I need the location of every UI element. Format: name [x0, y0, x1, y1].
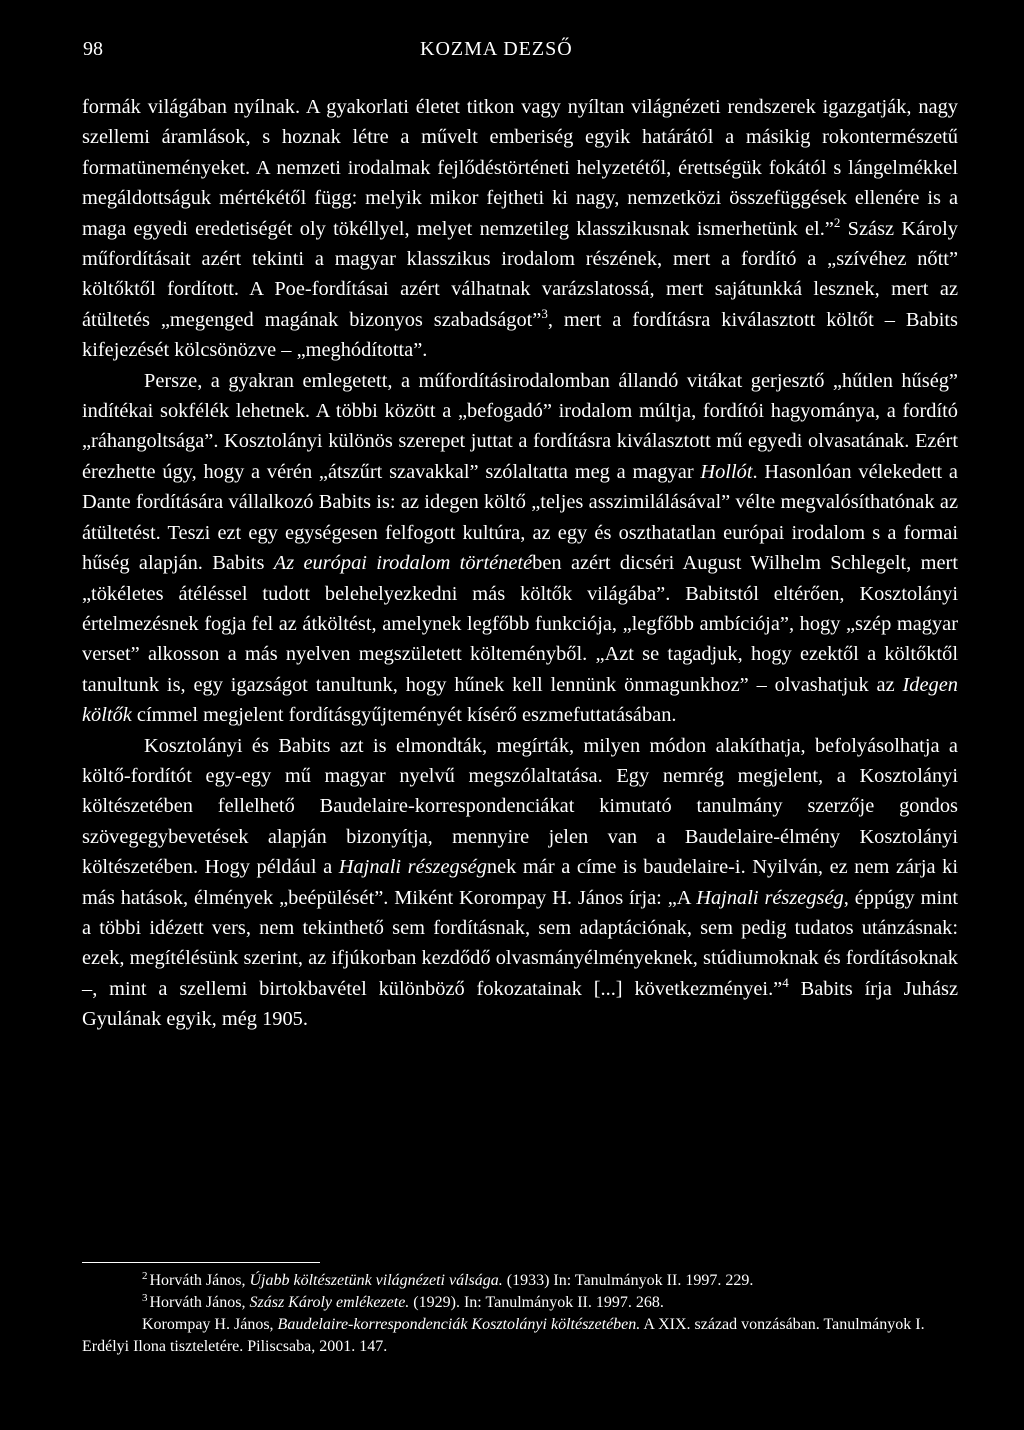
title-az-europai-irodalom-tortenete: Az európai irodalom történeté: [273, 552, 533, 575]
page-header: [0, 30, 1024, 66]
footnote-ref-3: 3: [541, 306, 548, 322]
title-idegen-koltok: Idegen költők: [82, 673, 958, 727]
footnote-3: $^3$ Horváth János, Szász Károly emlékezete. (1929). In: Tanulmányok II. 1997. 268.: [142, 1291, 664, 1311]
footnote-divider: [82, 1262, 320, 1263]
footnote-ref-4: 4: [782, 974, 789, 990]
page-number: 98: [83, 38, 103, 60]
body-text: [82, 92, 958, 1035]
footnote-marker: 2: [142, 1269, 148, 1282]
title-hollo: Hollót: [700, 460, 753, 483]
footnote-ref-2: 2: [833, 214, 841, 230]
title-hajnali-reszegseg: Hajnali részegség: [338, 856, 487, 879]
paragraph-3: Kosztolányi és Babits azt is elmondták, megírták, milyen módon alakíthatja, befolyásolhatja a költő-fordítót egy-egy mű magyar nyelvű megszólaltatása. Egy nemrég megjelent, a Kosztolányi költészetében fellelhető Baudelaire-korrespondenciákat kimutató tanulmány szerzője gondos szövegegybevetések alapján bizonyítja, mennyire jelen van a Baudelaire-élmény Kosztolányi költészetében. Hogy például a Hajnali részegségnek már a címe is baudelaire-i. Nyilván, ez nem zárja ki más hatások, élmények „beépülését”. Miként Korompay H. János írja: „A Hajnali részegség, éppúgy mint a többi idézett vers, nem tekinthető sem fordításnak, sem adaptációnak, sem pedig tudatos utánzásnak: ezek, megítélésünk szerint, az ifjúkorban kezdődő olvasmányélményeknek, stúdiumoknak és fordításoknak –, mint a szellemi birtokbavétel különböző fokozatainak [...] következményei.”$^4$ Babits írja Juhász Gyulának egyik, még 1905.: [82, 734, 959, 1031]
footnote-marker: 3: [142, 1291, 148, 1304]
paragraph-1: formák világában nyílnak. A gyakorlati életet titkon vagy nyíltan világnézeti rendszerek igazgatják, nagy szellemi áramlások, s hoznak létre a művelt emberiség egyik határától a másikig rokontermészetű formatüneményeket. A nemzeti irodalmak fejlődéstörténeti helyzetétől, érettségük fokától s lángelmékkel megáldottságuk mértékétől függ: melyik mikor fejtheti ki nagy, nemzetközi összefüggések ellenére is a maga egyedi eredetiségét oly tökéllyel, melyet nemzetileg klasszikusnak ismerhetünk el.”$^2$ Szász Károly műfordításait azért tekinti a magyar klasszikus irodalom részének, mert a fordító a „szívéhez nőtt” költőktől fordított. A Poe-fordításai azért válhatnak varázslatossá, mert sajátunkká lesznek, mert az átültetés „megenged magának bizonyos szabadságot”$^3$, mert a fordításra kiválasztott költőt – Babits kifejezését kölcsönözve – „meghódította”.: [82, 96, 958, 362]
footnote-4: Korompay H. János, Baudelaire-korrespondenciák Kosztolányi költészetében. A XIX. század vonzásában. Tanulmányok I. Erdélyi Ilona tiszteletére. Piliscsaba, 2001. 147.: [82, 1316, 925, 1355]
footnotes: [82, 1270, 958, 1358]
title-hajnali-reszegseg: Hajnali részegség: [696, 886, 844, 909]
paragraph-2: Persze, a gyakran emlegetett, a műfordításirodalomban állandó vitákat gerjesztő „hűtlen hűség” indítékai sokfélék lehetnek. A többi között a „befogadó” irodalom múltja, fordítói hagyománya, a fordító „ráhangoltsága”. Kosztolányi különös szerepet juttat a fordításra kiválasztott mű egyedi olvasatának. Ezért érezhette úgy, hogy a vérén „átszűrt szavakkal” szólaltatta meg a magyar Hollót. Hasonlóan vélekedett a Dante fordítására vállalkozó Babits is: az idegen költő „teljes asszimilálásával” vélte megvalósíthatónak az átültetést. Teszi ezt egy egységesen felfogott kultúra, az egy és oszthatatlan európai irodalom s a formai hűség alapján. Babits Az európai irodalom történetében azért dicséri August Wilhelm Schlegelt, mert „tökéletes átéléssel tudott belehelyezkedni más költők világába”. Babitstól eltérően, Kosztolányi értelmezésnek fogja fel az átköltést, amelynek legfőbb funkciója, „legfőbb ambíciója”, hogy „szép magyar verset” alkosson a más nyelven megszületett költeményből. „Azt se tagadjuk, hogy ezektől a költőktől tanultunk is, egy igazságot tanultunk, hogy hűnek kell lennünk önmagunkhoz” – olvashatjuk az Idegen költők címmel megjelent fordításgyűjteményét kísérő eszmefuttatásában.: [82, 369, 959, 727]
footnote-2: $^2$ Horváth János, Újabb költészetünk világnézeti válsága. (1933) In: Tanulmányok II. 1997. 229.: [142, 1269, 754, 1289]
running-head: KOZMA DEZSŐ: [420, 38, 573, 60]
